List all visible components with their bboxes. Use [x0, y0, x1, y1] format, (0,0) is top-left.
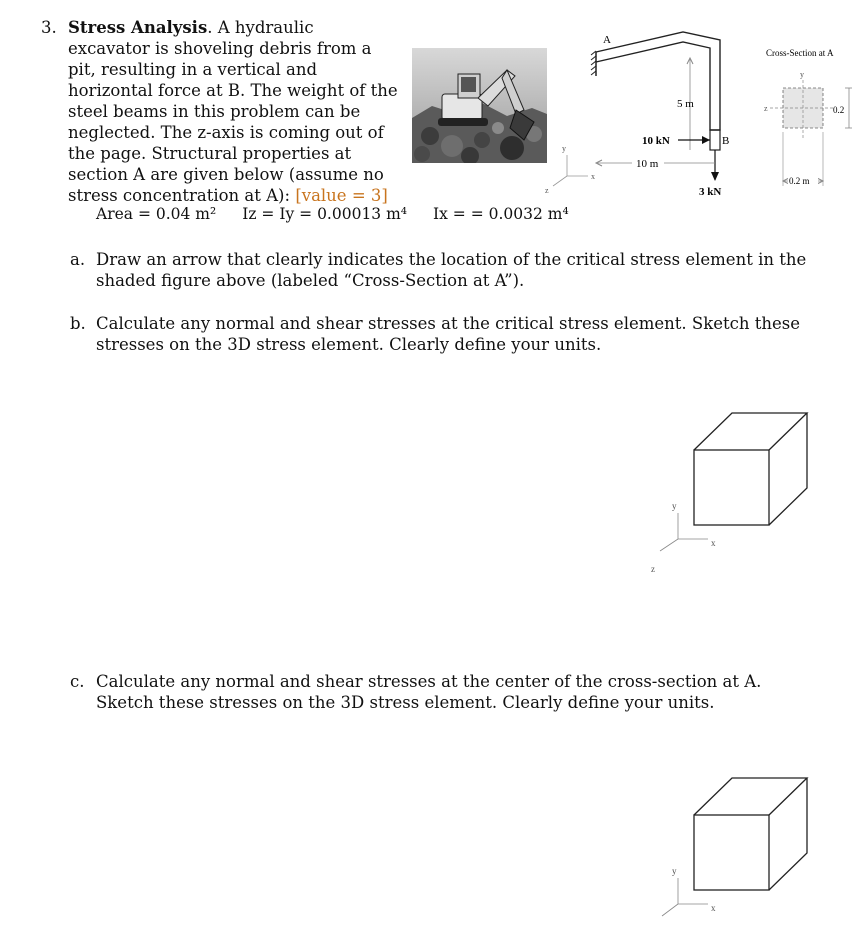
- force-arrowhead-h: [702, 136, 710, 144]
- section-properties: [96, 205, 595, 223]
- element-c-y-label: y: [672, 866, 677, 876]
- dim-10m-label: 10 m: [636, 158, 659, 170]
- point-a-label: A: [603, 34, 611, 46]
- axis-x-label: x: [591, 172, 595, 181]
- property-area: Area = 0.04 m²: [96, 205, 217, 223]
- element-c-x-label: x: [711, 903, 716, 913]
- question-a-label: a.: [70, 250, 86, 269]
- cs-width-label: 0.2 m: [789, 176, 810, 186]
- stress-element-b[interactable]: [640, 405, 820, 580]
- dim-5m-label: 5 m: [677, 98, 694, 110]
- cs-height-label: 0.2: [833, 105, 845, 115]
- element-b-z-label: z: [651, 564, 655, 574]
- question-b-text: Calculate any normal and shear stresses at the critical stress element. Sketch these stresses on the 3D stress element. Clearly define your units.: [96, 314, 800, 354]
- property-iz-iy: Iz = Iy = 0.00013 m⁴: [242, 205, 408, 223]
- element-b-y-label: y: [672, 501, 677, 511]
- beam-tip: [710, 130, 720, 150]
- question-b-label: b.: [70, 314, 86, 333]
- value-tag: [value = 3]: [295, 186, 388, 205]
- cross-section-title: Cross-Section at A: [766, 48, 834, 58]
- frame-diagram: [0, 0, 852, 200]
- axis-z-label: z: [545, 186, 549, 195]
- element-b-x-label: x: [711, 538, 716, 548]
- force-3kn-label: 3 kN: [699, 186, 722, 198]
- wall-support: [591, 51, 596, 76]
- force-10kn-label: 10 kN: [642, 135, 670, 147]
- force-arrowhead-v: [711, 172, 719, 181]
- question-a-text: Draw an arrow that clearly indicates the location of the critical stress element in the shaded figure above (labeled “Cross-Section at A”).: [96, 250, 807, 290]
- stress-element-c[interactable]: [640, 770, 820, 925]
- cs-z-label: z: [764, 104, 768, 113]
- problem-number: 3.: [41, 18, 57, 37]
- question-c: [70, 671, 815, 715]
- property-ix: Ix = = 0.0032 m⁴: [433, 205, 569, 223]
- problem-text: . A hydraulic excavator is shoveling debris from a pit, resulting in a vertical and horizontal force at B. The weight of the steel beams in this problem can be neglected. The z-axis is coming out of the page. Structural properties at section A are given below (assume no stress concentration at A):: [68, 18, 398, 205]
- question-b: [70, 313, 815, 357]
- axis-y-label: y: [562, 144, 566, 153]
- question-c-label: c.: [70, 672, 85, 691]
- cs-y-label: y: [800, 70, 804, 79]
- beam: [596, 32, 720, 130]
- problem-title: Stress Analysis: [68, 18, 208, 37]
- question-a: [70, 249, 815, 293]
- point-b-label: B: [722, 135, 730, 147]
- question-c-text: Calculate any normal and shear stresses at the center of the cross-section at A. Sketch these stresses on the 3D stress element. Clearly define your units.: [96, 672, 762, 712]
- axis-z-line: [553, 176, 567, 186]
